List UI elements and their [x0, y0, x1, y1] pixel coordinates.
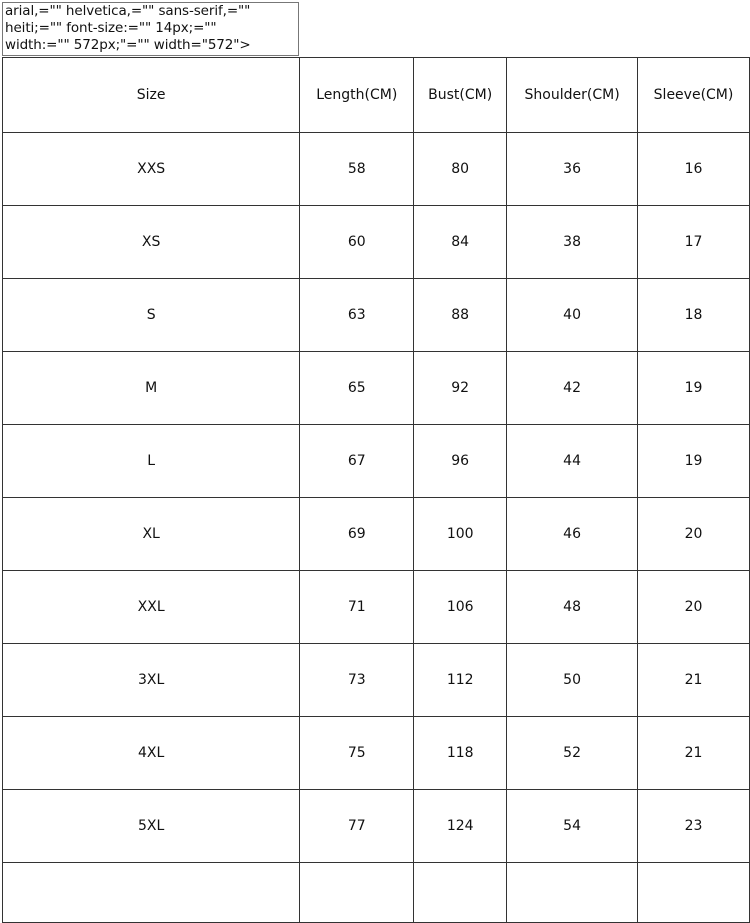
cell-empty	[3, 863, 300, 923]
table-row	[3, 644, 750, 717]
cell-size: XXL	[3, 571, 300, 644]
cell-bust: 112	[414, 644, 507, 717]
cell-empty	[300, 863, 414, 923]
cell-bust: 84	[414, 206, 507, 279]
cell-sleeve: 18	[638, 279, 750, 352]
cell-length: 69	[300, 498, 414, 571]
cell-length: 58	[300, 133, 414, 206]
header-bust: Bust(CM)	[414, 58, 507, 133]
cell-size: 3XL	[3, 644, 300, 717]
table-row	[3, 352, 750, 425]
cell-size: XXS	[3, 133, 300, 206]
cell-shoulder: 46	[507, 498, 638, 571]
cell-empty	[507, 863, 638, 923]
header-sleeve: Sleeve(CM)	[638, 58, 750, 133]
cell-bust: 92	[414, 352, 507, 425]
cell-sleeve: 17	[638, 206, 750, 279]
cell-shoulder: 50	[507, 644, 638, 717]
cell-bust: 80	[414, 133, 507, 206]
cell-sleeve: 23	[638, 790, 750, 863]
table-row	[3, 498, 750, 571]
table-row-empty	[3, 863, 750, 923]
size-chart-table	[2, 57, 750, 923]
cell-sleeve: 20	[638, 571, 750, 644]
cell-shoulder: 54	[507, 790, 638, 863]
cell-sleeve: 20	[638, 498, 750, 571]
cell-length: 73	[300, 644, 414, 717]
table-row	[3, 425, 750, 498]
cell-size: M	[3, 352, 300, 425]
cell-length: 71	[300, 571, 414, 644]
table-row	[3, 206, 750, 279]
cell-shoulder: 52	[507, 717, 638, 790]
table-row	[3, 717, 750, 790]
cell-bust: 100	[414, 498, 507, 571]
cell-bust: 106	[414, 571, 507, 644]
table-row	[3, 133, 750, 206]
header-size: Size	[3, 58, 300, 133]
cell-length: 60	[300, 206, 414, 279]
table-header-row	[3, 58, 750, 133]
table-row	[3, 790, 750, 863]
cell-length: 67	[300, 425, 414, 498]
cell-length: 65	[300, 352, 414, 425]
table-row	[3, 571, 750, 644]
cell-size: XS	[3, 206, 300, 279]
cell-size: S	[3, 279, 300, 352]
cell-sleeve: 21	[638, 717, 750, 790]
cell-shoulder: 42	[507, 352, 638, 425]
cell-sleeve: 21	[638, 644, 750, 717]
cell-sleeve: 19	[638, 425, 750, 498]
cell-sleeve: 19	[638, 352, 750, 425]
table-row	[3, 279, 750, 352]
cell-size: L	[3, 425, 300, 498]
cell-bust: 118	[414, 717, 507, 790]
cell-shoulder: 48	[507, 571, 638, 644]
cell-length: 63	[300, 279, 414, 352]
cell-shoulder: 36	[507, 133, 638, 206]
header-shoulder: Shoulder(CM)	[507, 58, 638, 133]
cell-shoulder: 38	[507, 206, 638, 279]
cell-size: 4XL	[3, 717, 300, 790]
cell-bust: 96	[414, 425, 507, 498]
cell-sleeve: 16	[638, 133, 750, 206]
cell-shoulder: 40	[507, 279, 638, 352]
cell-empty	[414, 863, 507, 923]
cell-size: 5XL	[3, 790, 300, 863]
cell-length: 77	[300, 790, 414, 863]
cell-size: XL	[3, 498, 300, 571]
cell-shoulder: 44	[507, 425, 638, 498]
cell-bust: 88	[414, 279, 507, 352]
cell-bust: 124	[414, 790, 507, 863]
cell-empty	[638, 863, 750, 923]
stray-html-attribute-text: arial,="" helvetica,="" sans-serif,="" heiti;="" font-size:="" 14px;="" width:="" 572px;"="" width="572">	[2, 2, 299, 56]
size-chart-body	[3, 58, 750, 923]
header-length: Length(CM)	[300, 58, 414, 133]
cell-length: 75	[300, 717, 414, 790]
